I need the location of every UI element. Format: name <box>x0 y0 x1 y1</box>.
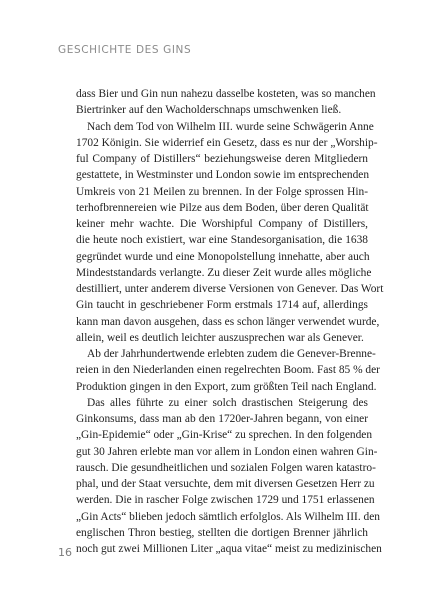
text-line: reien in den Niederlanden einen regelrechten Boom. Fast 85 % der <box>76 364 380 377</box>
text-line: Mindeststandards verlangte. Zu dieser Zeit wurde alles mögliche <box>76 266 372 279</box>
text-line: 1702 Königin. Sie widerrief ein Gesetz, dass es nur der „Worship- <box>76 136 378 149</box>
text-line: „Gin-Epidemie“ oder „Gin-Krise“ zu sprechen. In den folgenden <box>76 429 373 442</box>
text-line: Ginkonsums, dass man ab den 1720er-Jahren begann, von einer <box>76 413 368 425</box>
text-line: gut 30 Jahren erlebte man vor allem in London einen wahren Gin- <box>76 445 378 458</box>
text-line: Ab der Jahrhundertwende erlebten zudem die Genever-Brenne- <box>87 348 376 360</box>
text-line: gegründet wurde und eine Monopolstellung innehatte, aber auch <box>76 250 370 263</box>
body-text <box>76 86 384 557</box>
text-line: phal, und der Staat versuchte, dem mit diversen Gesetzen Herr zu <box>76 478 375 490</box>
text-line: destilliert, unter anderem diverse Versionen von Genever. Das Wort <box>76 283 384 295</box>
text-line: die heute noch existiert, war eine Standesorganisation, die 1638 <box>76 234 368 247</box>
text-line: dass Bier und Gin nun nahezu dasselbe kosteten, was so manchen <box>76 88 376 100</box>
text-line: noch gut zwei Millionen Liter „aqua vitae“ meist zu medizinischen <box>76 543 382 555</box>
text-line: terhofbrennereien wie Pilze aus dem Boden, über deren Qualität <box>76 201 369 214</box>
text-line: Produktion gingen in den Export, zum größten Teil nach England. <box>76 380 377 393</box>
text-line: Gin taucht in geschriebener Form erstmals 1714 auf, allerdings <box>76 299 368 312</box>
text-line: gestattete, in Westminster und London sowie im entsprechenden <box>76 169 370 182</box>
text-line: Umkreis von 21 Meilen zu brennen. In der Folge sprossen Hin- <box>76 185 368 198</box>
page-number: 16 <box>58 546 72 559</box>
text-line: englischen Thron bestieg, stellten die dortigen Brenner jährlich <box>76 526 368 539</box>
text-line: kann man davon ausgehen, dass es schon länger verwendet wurde, <box>76 315 380 328</box>
text-line: ful Company of Distillers“ beziehungsweise deren Mitgliedern <box>76 153 368 165</box>
text-line: rausch. Die gesundheitlichen und sozialen Folgen waren katastro- <box>76 461 376 474</box>
running-head: GESCHICHTE DES GINS <box>58 44 192 56</box>
text-line: allein, weil es deutlich leichter auszusprechen war als Genever. <box>76 331 364 344</box>
text-line: „Gin Acts“ blieben jedoch sämtlich erfolglos. Als Wilhelm III. den <box>76 510 380 523</box>
text-line: Das alles führte zu einer solch drastischen Steigerung des <box>87 396 368 409</box>
text-line: keiner mehr wachte. Die Worshipful Company of Distillers, <box>76 218 368 230</box>
text-line: Nach dem Tod von Wilhelm III. wurde seine Schwägerin Anne <box>87 120 374 133</box>
text-line: Biertrinker auf den Wacholderschnaps umschwenken ließ. <box>76 104 342 117</box>
text-line: werden. Die in rascher Folge zwischen 1729 und 1751 erlassenen <box>76 494 375 507</box>
